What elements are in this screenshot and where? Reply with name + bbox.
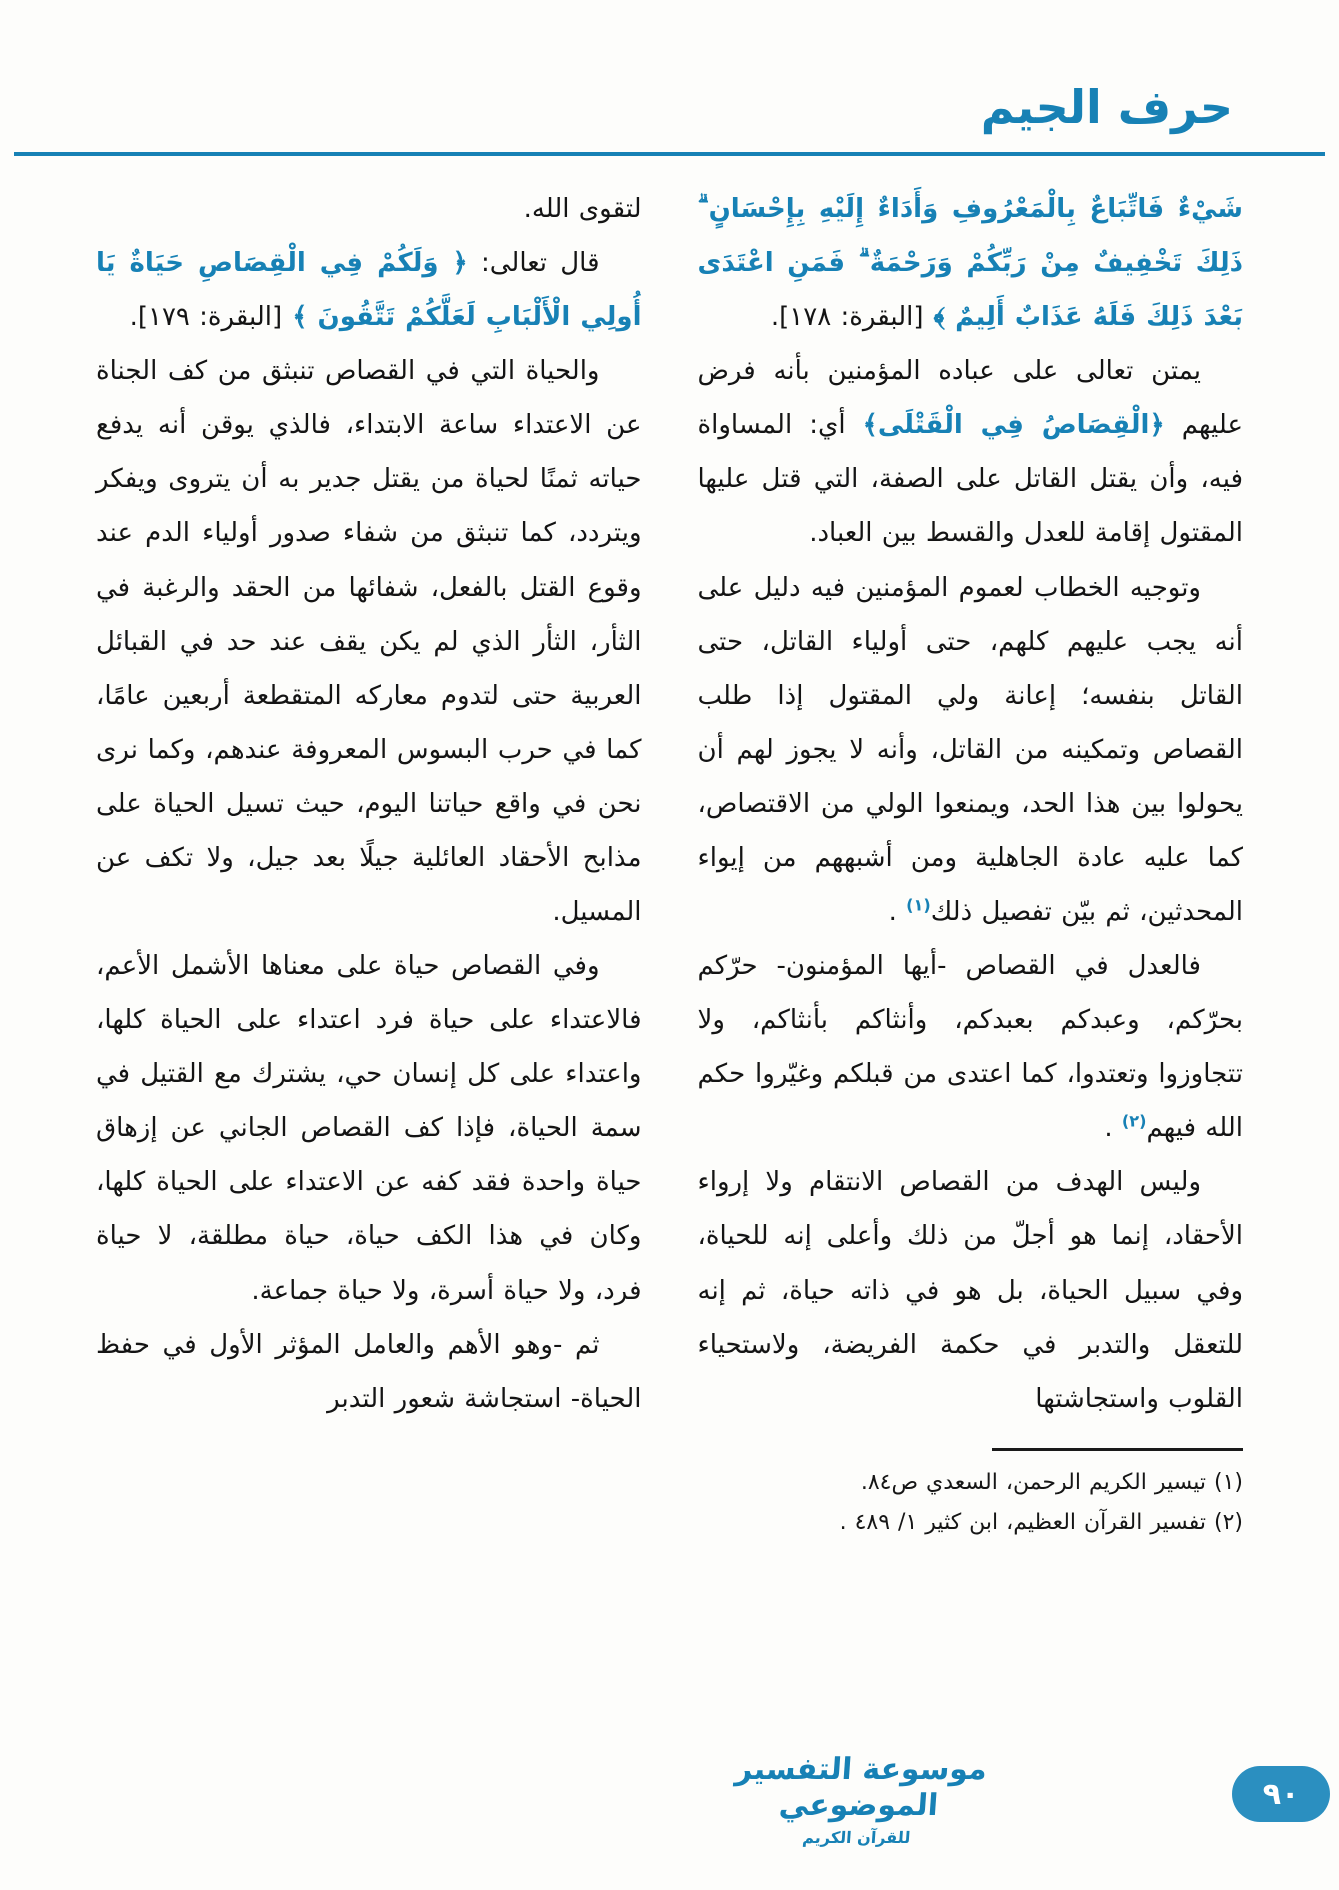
paragraph — [698, 344, 1244, 560]
right-column — [698, 182, 1244, 1544]
body-text: [البقرة: ١٧٩]. — [129, 302, 283, 333]
page-number-badge — [1232, 1766, 1330, 1822]
page-number: ٩٠ — [1232, 1766, 1330, 1822]
paragraph — [96, 1318, 642, 1426]
emblem-title: موسوعة التفسير الموضوعي — [734, 1752, 989, 1823]
body-text: . — [888, 897, 907, 928]
body-text: فالعدل في القصاص -أيها المؤمنون- حرّكم بحرّكم، وعبدكم بعبدكم، وأنثاكم بأنثاكم، ولا تتجاوزوا وتعتدوا، كما اعتدى من قبلكم وغيّروا حكم الله فيهم — [697, 951, 1243, 1144]
body-text: . — [1104, 1113, 1122, 1144]
quran-verse: شَيْءٌ فَاتِّبَاعٌ بِالْمَعْرُوفِ وَأَدَاءٌ إِلَيْهِ بِإِحْسَانٍ ۗ ذَلِكَ تَخْفِيفٌ مِنْ رَبِّكُمْ وَرَحْمَةٌ ۗ فَمَنِ اعْتَدَى بَعْدَ ذَلِكَ فَلَهُ عَذَابٌ أَلِيمٌ ﴾ — [697, 194, 1243, 333]
emblem-subtitle: للقرآن الكريم — [801, 1828, 912, 1847]
body-text: وفي القصاص حياة على معناها الأشمل الأعم، فالاعتداء على حياة فرد اعتداء على الحياة كلها، واعتداء على كل إنسان حي، يشترك مع القتيل في سمة الحياة، فإذا كف القصاص الجاني عن إزهاق حياة واحدة فقد كفه عن الاعتداء على الحياة كلها، وكان في هذا الكف حياة، حياة مطلقة، لا حياة فرد، ولا حياة أسرة، ولا حياة جماعة. — [96, 951, 642, 1306]
quran-verse: ﴿الْقِصَاصُ فِي الْقَتْلَى﴾ — [862, 410, 1165, 441]
body-text: أي: المساواة فيه، وأن يقتل القاتل على الصفة، التي قتل عليها المقتول إقامة للعدل والقسط بين العباد. — [697, 410, 1243, 549]
body-text: [البقرة: ١٧٨]. — [770, 302, 924, 333]
body-text: وليس الهدف من القصاص الانتقام ولا إرواء الأحقاد، إنما هو أجلّ من ذلك وأعلى إنه للحياة، وفي سبيل الحياة، بل هو في ذاته حياة، ثم إنه للتعقل والتدبر في حكمة الفريضة، ولاستحياء القلوب واستجاشتها — [697, 1167, 1243, 1414]
footnote-item: (١) تيسير الكريم الرحمن، السعدي ص٨٤. — [860, 1469, 1243, 1495]
paragraph — [698, 1155, 1244, 1425]
paragraph — [698, 939, 1244, 1155]
body-text: وتوجيه الخطاب لعموم المؤمنين فيه دليل على أنه يجب عليهم كلهم، حتى أولياء القاتل، حتى القاتل بنفسه؛ إعانة ولي المقتول إذا طلب القصاص وتمكينه من القاتل، وأنه لا يجوز لهم أن يحولوا بين هذا الحد، ويمنعوا الولي من الاقتصاص، كما عليه عادة الجاهلية ومن أشبههم من إيواء المحدثين، ثم بيّن تفصيل ذلك — [697, 572, 1243, 928]
quran-verse: ﴿ وَلَكُمْ فِي الْقِصَاصِ حَيَاةٌ يَا أُولِي الْأَلْبَابِ لَعَلَّكُمْ تَتَّقُونَ ﴾ — [96, 248, 642, 333]
paragraph — [96, 939, 642, 1318]
header-divider — [14, 152, 1325, 156]
text-columns — [96, 182, 1243, 1544]
footnote-separator — [992, 1448, 1243, 1451]
paragraph — [698, 182, 1244, 344]
footnote-marker: (١) — [906, 895, 931, 915]
body-text: ثم -وهو الأهم والعامل المؤثر الأول في حفظ الحياة- استجاشة شعور التدبر — [96, 1329, 642, 1414]
paragraph — [96, 344, 642, 939]
footnote-item: (٢) تفسير القرآن العظيم، ابن كثير ١/ ٤٨٩ . — [839, 1510, 1243, 1536]
body-text: يمتن تعالى على عباده المؤمنين بأنه فرض عليهم — [697, 356, 1243, 441]
body-text: لتقوى الله. — [523, 194, 642, 224]
paragraph — [698, 561, 1244, 940]
footnote-marker: (٢) — [1121, 1111, 1147, 1131]
paragraph — [96, 182, 642, 236]
left-column — [96, 182, 642, 1426]
publisher-emblem — [706, 1752, 1013, 1847]
body-text: قال تعالى: — [467, 248, 600, 279]
paragraph — [96, 236, 642, 344]
body-text: والحياة التي في القصاص تنبثق من كف الجناة عن الاعتداء ساعة الابتداء، فالذي يوقن أنه يدفع حياته ثمنًا لحياة من يقتل جدير به أن يتروى ويفكر ويتردد، كما تنبثق من شفاء صدور أولياء الدم عند وقوع القتل بالفعل، شفائها من الحقد والرغبة في الثأر، الثأر الذي لم يكن يقف عند حد في القبائل العربية حتى لتدوم معاركه المتقطعة أربعين عامًا، كما في حرب البسوس المعروفة عندهم، وكما نرى نحن في واقع حياتنا اليوم، حيث تسيل الحياة على مذابح الأحقاد العائلية جيلًا بعد جيل، ولا تكف عن المسيل. — [96, 356, 642, 928]
chapter-heading: حرف الجيم — [980, 80, 1233, 134]
